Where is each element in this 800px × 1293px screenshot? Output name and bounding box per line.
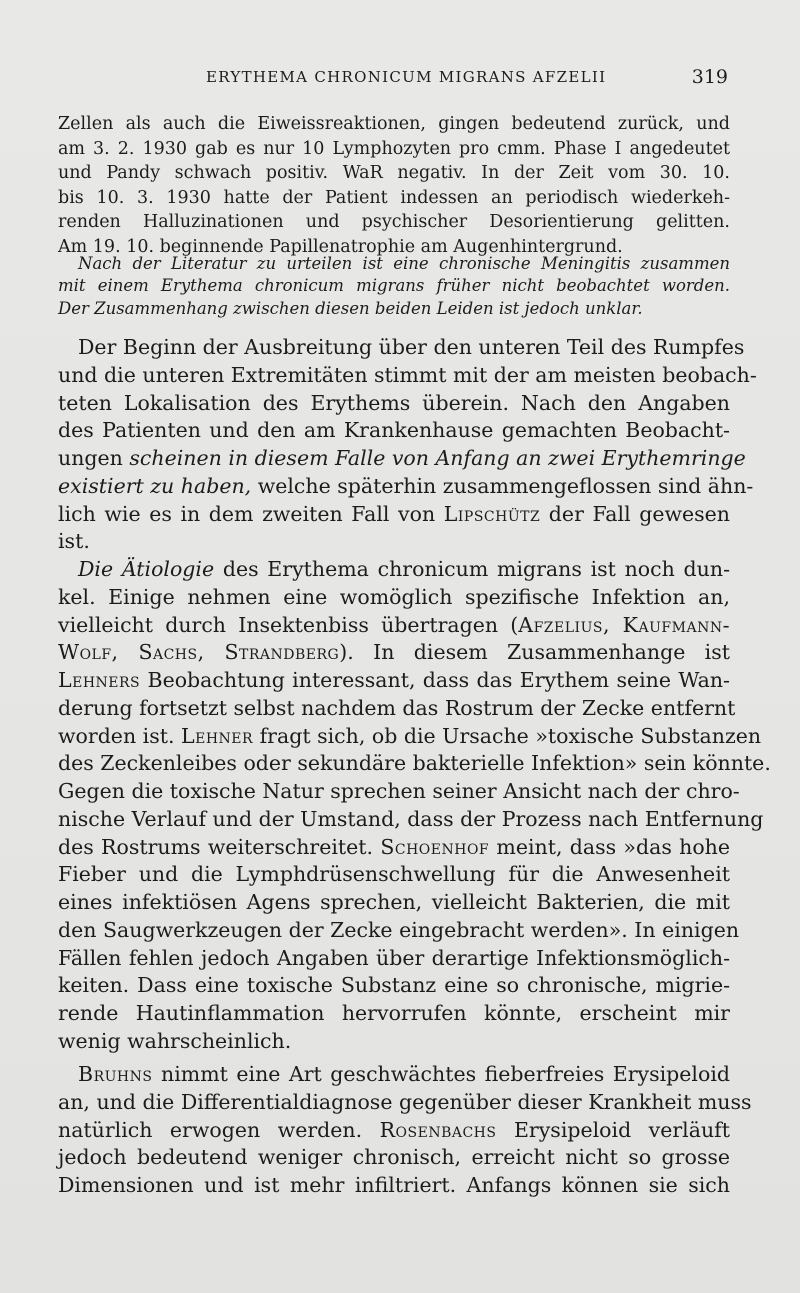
author-name: Wolf, Sachs, Strandberg [58, 640, 340, 665]
text-run: der Fall gewesen [540, 501, 730, 526]
text-run: lich wie es in dem zweiten Fall von [58, 501, 444, 526]
text-line: eines infektiösen Agens sprechen, vielleicht Bakterien, die mit [58, 890, 730, 914]
text-line: den Saugwerkzeugen der Zecke eingebracht werden». In einigen [58, 917, 740, 942]
text-line [58, 723, 762, 751]
text-line [58, 667, 730, 695]
text-run: ). In diesem Zusammenhange ist [339, 640, 731, 665]
text-line: derung fortsetzt selbst nachdem das Rostrum der Zecke entfernt [58, 695, 736, 720]
italic-summary [58, 253, 730, 320]
text-line [58, 612, 730, 640]
emphasis: Die Ätiologie [78, 557, 215, 581]
text-line: des Zeckenleibes oder sekundäre bakterielle Infektion» sein könnte. [58, 751, 771, 776]
running-header [58, 66, 730, 92]
text-line: Der Beginn der Ausbreitung über den unteren Teil des Rumpfes [78, 335, 745, 359]
text-line: und Pandy schwach positiv. WaR negativ. In der Zeit vom 30. 10. [58, 163, 730, 184]
text-line [58, 501, 730, 529]
text-line: und die unteren Extremitäten stimmt mit der am meisten beobach- [58, 362, 757, 387]
text-line: des Patienten und den am Krankenhause gemachten Beobacht- [58, 418, 730, 443]
text-run: welche späterhin zusammengeflossen sind ähn- [251, 473, 754, 498]
text-line: Am 19. 10. beginnende Papillenatrophie am Augenhintergrund. [58, 236, 623, 257]
text-line: bis 10. 3. 1930 hatte der Patient indessen an periodisch wiederkeh- [58, 187, 730, 208]
author-name: Rosenbachs [379, 1117, 497, 1142]
text-line [58, 1117, 730, 1145]
author-name: Lehner [181, 723, 254, 748]
author-name: Lehners [58, 668, 141, 692]
text-line: renden Halluzinationen und psychischer Desorientierung gelitten. [58, 212, 730, 233]
text-line: Der Zusammenhang zwischen diesen beiden Leiden ist jedoch unklar. [58, 298, 643, 318]
text-run: des Rostrums weiterschreitet. [58, 834, 381, 859]
text-run: natürlich erwogen werden. [58, 1117, 380, 1142]
text-run: Erysipeloid verläuft [496, 1117, 730, 1142]
paragraph-aetiology [58, 556, 771, 1056]
text-line [58, 1061, 730, 1089]
text-line: Nach der Literatur zu urteilen ist eine chronische Meningitis zusammen [78, 254, 730, 273]
text-line [58, 556, 730, 584]
text-line: wenig wahrscheinlich. [58, 1028, 292, 1053]
text-line [58, 445, 746, 473]
text-line: teten Lokalisation des Erythems überein. Nach den Angaben [58, 390, 730, 415]
text-line: Zellen als auch die Eiweissreaktionen, gingen bedeutend zurück, und [58, 114, 730, 134]
text-run: des Erythema chronicum migrans ist noch dun- [214, 557, 730, 581]
text-line: am 3. 2. 1930 gab es nur 10 Lymphozyten pro cmm. Phase I angedeutet [58, 138, 730, 159]
paragraph-localisation [58, 334, 757, 556]
author-name: Afzelius, Kaufmann- [518, 612, 730, 637]
author-name: Lipschütz [443, 501, 541, 526]
text-line [58, 473, 754, 501]
text-run: nimmt eine Art geschwächtes fieberfreies Erysipeloid [152, 1062, 730, 1086]
text-line: Fieber und die Lymphdrüsenschwellung für die Anwesenheit [58, 862, 730, 887]
text-line: an, und die Differentialdiagnose gegenüber dieser Krankheit muss [58, 1089, 752, 1114]
text-line: Fällen fehlen jedoch Angaben über derartige Infektionsmöglich- [58, 945, 730, 970]
text-run: meint, dass »das hohe [489, 834, 730, 859]
text-line: keiten. Dass eine toxische Substanz eine so chronische, migrie- [58, 973, 730, 998]
text-line: jedoch bedeutend weniger chronisch, erreicht nicht so grosse [58, 1145, 730, 1170]
text-line: nische Verlauf und der Umstand, dass der Prozess nach Entfernung [58, 806, 764, 831]
text-line: kel. Einige nehmen eine womöglich spezifische Infektion an, [58, 584, 730, 609]
author-name: Bruhns [78, 1062, 153, 1086]
text-line: ist. [58, 529, 90, 554]
text-run: Beobachtung interessant, dass das Erythem seine Wan- [140, 668, 730, 692]
text-run: fragt sich, ob die Ursache »toxische Substanzen [253, 723, 762, 748]
running-title: ERYTHEMA CHRONICUM MIGRANS AFZELII [206, 68, 607, 86]
page-number: 319 [691, 66, 728, 88]
text-run: vielleicht durch Insektenbiss übertragen ( [58, 612, 519, 637]
case-report-continuation [58, 112, 730, 260]
author-name: Schoenhof [380, 834, 490, 859]
text-line: Dimensionen und ist mehr infiltriert. Anfangs können sie sich [58, 1173, 730, 1197]
text-run: ungen [58, 446, 130, 470]
emphasis: existiert zu haben, [58, 473, 252, 498]
paragraph-differential-diagnosis [58, 1061, 752, 1200]
emphasis: scheinen in diesem Falle von Anfang an zwei Erythemringe [129, 446, 746, 470]
text-line: Gegen die toxische Natur sprechen seiner Ansicht nach der chro- [58, 779, 740, 803]
text-line: rende Hautinflammation hervorrufen könnte, erscheint mir [58, 1001, 730, 1025]
text-run: worden ist. [58, 723, 182, 748]
text-line [58, 639, 730, 667]
text-line [58, 834, 730, 862]
text-line: mit einem Erythema chronicum migrans früher nicht beobachtet worden. [58, 276, 730, 296]
